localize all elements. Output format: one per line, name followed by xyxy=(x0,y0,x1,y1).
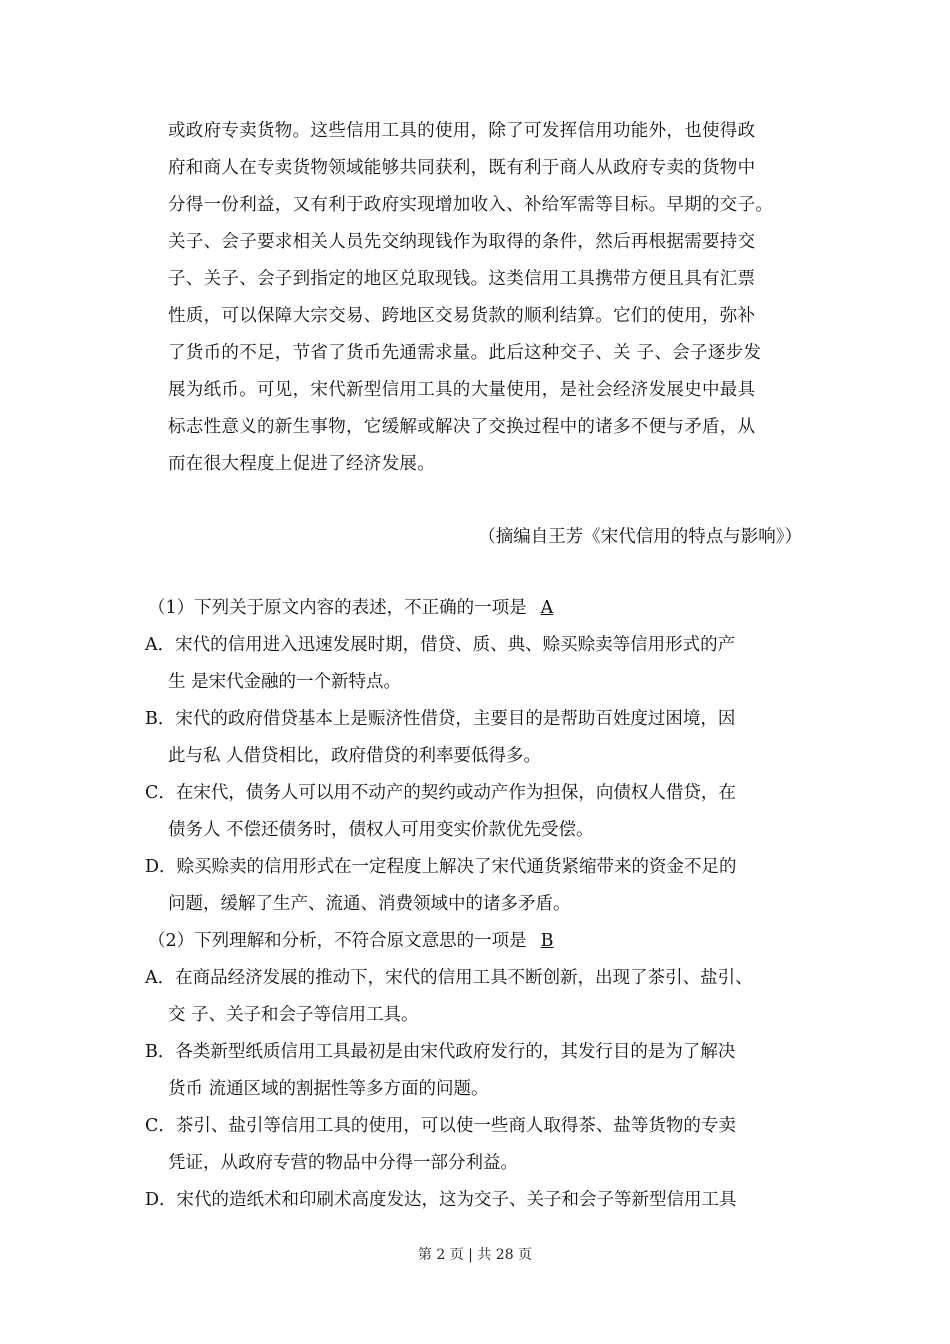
page-footer: 第 2 页 | 共 28 页 xyxy=(417,1247,533,1263)
passage-line: 或政府专卖货物。这些信用工具的使用，除了可发挥信用功能外，也使得政 xyxy=(168,121,756,141)
passage-line: 而在很大程度上促进了经济发展。 xyxy=(168,454,435,474)
passage-line: 展为纸币。可见，宋代新型信用工具的大量使用，是社会经济发展史中最具 xyxy=(168,380,756,400)
question-2 xyxy=(148,930,556,952)
q2-option-c-cont: 凭证，从政府专营的物品中分得一部分利益。 xyxy=(168,1153,518,1173)
option-label: A． xyxy=(145,635,176,655)
q1-option-b-cont: 此与私 人借贷相比，政府借贷的利率要低得多。 xyxy=(168,746,542,766)
option-label: B． xyxy=(145,1042,176,1062)
q2-option-b xyxy=(145,1041,735,1063)
option-text: 在商品经济发展的推动下，宋代的信用工具不断创新，出现了茶引、盐引、 xyxy=(175,968,753,988)
passage-line: 子、关子、会子到指定的地区兑取现钱。这类信用工具携带方便且具有汇票 xyxy=(168,269,756,289)
option-text: 赊买赊卖的信用形式在一定程度上解决了宋代通货紧缩带来的资金不足的 xyxy=(176,857,737,877)
q1-option-a xyxy=(145,634,735,656)
passage-line: 标志性意义的新生事物，它缓解或解决了交换过程中的诸多不便与矛盾，从 xyxy=(168,417,756,437)
q2-option-a-cont: 交 子、关子和会子等信用工具。 xyxy=(168,1005,419,1025)
option-label: D． xyxy=(145,1190,177,1210)
q2-option-b-cont: 货币 流通区域的割据性等多方面的问题。 xyxy=(168,1079,489,1099)
question-2-answer: B xyxy=(540,931,554,951)
q2-option-c xyxy=(145,1115,736,1137)
source-citation: （摘编自王芳《宋代信用的特点与影响》） xyxy=(478,527,802,547)
passage-line: 关子、会子要求相关人员先交纳现钱作为取得的条件，然后再根据需要持交 xyxy=(168,232,756,252)
option-label: D． xyxy=(145,857,177,877)
q1-option-b xyxy=(145,708,735,730)
q1-option-d-cont: 问题，缓解了生产、流通、消费领域中的诸多矛盾。 xyxy=(168,894,571,914)
option-label: B． xyxy=(145,709,176,729)
passage-line: 了货币的不足，节省了货币先通需求量。此后这种交子、关 子、会子逐步发 xyxy=(168,343,762,363)
q1-option-d xyxy=(145,856,737,878)
q2-option-d xyxy=(145,1189,737,1211)
option-label: C． xyxy=(145,783,176,803)
question-1 xyxy=(148,597,555,619)
option-text: 茶引、盐引等信用工具的使用，可以使一些商人取得茶、盐等货物的专卖 xyxy=(175,1116,736,1136)
question-2-prompt: （2）下列理解和分析，不符合原文意思的一项是 xyxy=(148,931,527,951)
question-1-answer: A xyxy=(540,598,554,618)
option-text: 宋代的造纸术和印刷术高度发达，这为交子、关子和会子等新型信用工具 xyxy=(176,1190,737,1210)
option-text: 宋代的信用进入迅速发展时期，借贷、质、典、赊买赊卖等信用形式的产 xyxy=(175,635,736,655)
q2-option-a xyxy=(145,967,753,989)
option-text: 宋代的政府借贷基本上是赈济性借贷，主要目的是帮助百姓度过困境，因 xyxy=(175,709,736,729)
option-text: 各类新型纸质信用工具最初是由宋代政府发行的，其发行目的是为了解决 xyxy=(175,1042,736,1062)
option-text: 在宋代，债务人可以用不动产的契约或动产作为担保，向债权人借贷，在 xyxy=(175,783,736,803)
q1-option-c-cont: 债务人 不偿还债务时，债权人可用变实价款优先受偿。 xyxy=(168,820,594,840)
question-1-prompt: （1）下列关于原文内容的表述，不正确的一项是 xyxy=(148,598,527,618)
q1-option-c xyxy=(145,782,736,804)
option-label: A． xyxy=(145,968,176,988)
option-label: C． xyxy=(145,1116,176,1136)
passage-line: 分得一份利益，又有利于政府实现增加收入、补给军需等目标。早期的交子。 xyxy=(168,195,774,215)
passage-line: 性质，可以保障大宗交易、跨地区交易货款的顺利结算。它们的使用，弥补 xyxy=(168,306,756,326)
passage-line: 府和商人在专卖货物领域能够共同获利，既有利于商人从政府专卖的货物中 xyxy=(168,158,756,178)
q1-option-a-cont: 生 是宋代金融的一个新特点。 xyxy=(168,672,402,692)
